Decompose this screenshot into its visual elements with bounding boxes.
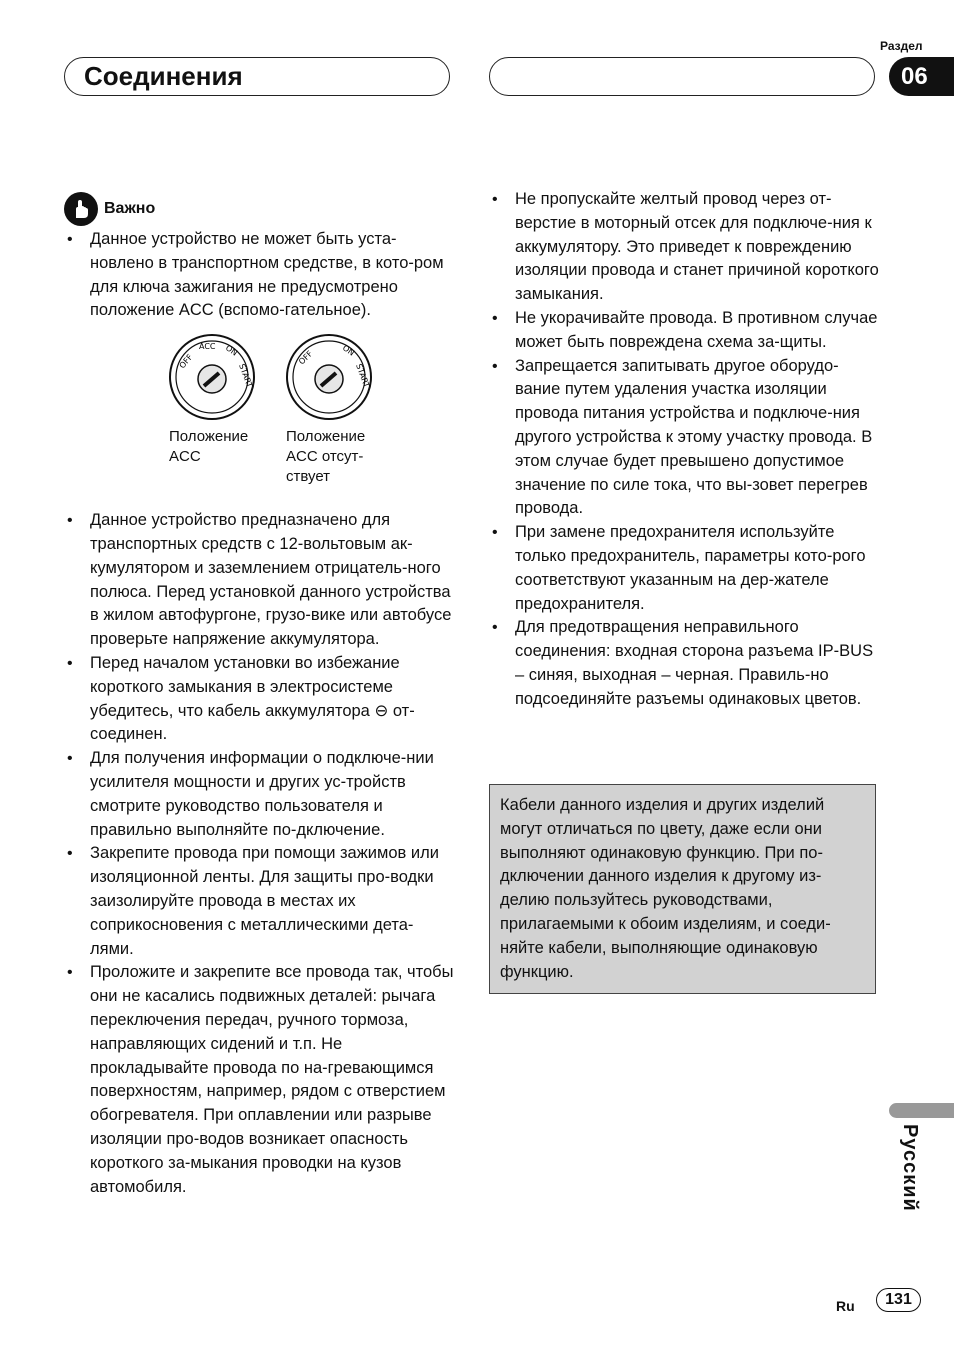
key-label-acc: ACC — [199, 342, 216, 352]
key-label-on: ON — [223, 343, 240, 358]
note-box: Кабели данного изделия и других изделий могут отличаться по цвету, даже если они выполняют одинаковую функцию. При по-дключении данного изделия к другому из-делию пользуйтесь руководствами, прилагаемыми к обоим изделиям, и соеди-няйте кабели, выполняющие одинаковую функцию. — [489, 784, 876, 994]
section-number-badge: 06 — [889, 57, 954, 96]
key-label-off: OFF — [297, 349, 315, 367]
ignition-acc-icon — [169, 333, 259, 421]
list-item: • Закрепите провода при помощи зажимов или изоляционной ленты. Для защиты про-водки заизолируйте провода в местах их соприкосновения с металлическими дета-лями. — [64, 842, 454, 961]
right-column — [489, 188, 879, 712]
list-item: • Данное устройство не может быть уста-новлено в транспортном средстве, в кото-ром для ключа зажигания не предусмотрено положение ACC (вспомо-гательное). — [64, 228, 454, 323]
figure-caption-no-acc: Положение ACC отсут-ствует — [286, 428, 366, 486]
important-list — [64, 228, 454, 323]
section-label: Раздел — [880, 39, 923, 53]
list-item: • Для предотвращения неправильного соединения: входная сторона разъема IP-BUS – синяя, выходная – черная. Правиль-но подсоединяйте разъемы одинаковых цветов. — [489, 616, 879, 711]
left-column — [64, 196, 454, 1199]
list-item: • Для получения информации о подключе-нии усилителя мощности и других ус-тройств смотрите руководство пользователя и правильно выполняйте по-дключение. — [64, 747, 454, 842]
list-item: • Не пропускайте желтый провод через от-верстие в моторный отсек для подключе-ния к аккумулятору. Это приведет к повреждению изоляции провода и станет причиной короткого замыкания. — [489, 188, 879, 307]
list-item: • Данное устройство предназначено для транспортных средств с 12-вольтовым ак-кумулятором и заземлением отрицатель-ного полюса. Перед установкой данного устройства в жилом автофургоне, грузо-вике или автобусе проверьте напряжение аккумулятора. — [64, 509, 454, 652]
list-item: • Перед началом установки во избежание короткого замыкания в электросистеме убедитесь, что кабель аккумулятора ⊖ от-соединен. — [64, 652, 454, 747]
key-label-off: OFF — [177, 352, 195, 371]
key-label-start: START — [237, 362, 255, 390]
figure-caption-acc: Положение ACC — [169, 428, 249, 466]
list-item: • При замене предохранителя используйте только предохранитель, параметры кото-рого соответствуют указанным на дер-жателе предохранителя. — [489, 521, 879, 616]
list-item: • Запрещается запитывать другое оборудо-вание путем удаления участка изоляции провода питания устройства и подключе-ния другого устройства к этому участку провода. В этом случае будет превышено допустимое значение по силе тока, что вы-зовет перегрев провода. — [489, 355, 879, 522]
ignition-key-figure — [64, 333, 454, 503]
ignition-no-acc-figure — [286, 333, 386, 487]
important-heading — [64, 196, 454, 222]
language-side-tab — [889, 1103, 954, 1118]
left-bullet-list — [64, 509, 454, 1199]
key-label-start: START — [354, 362, 372, 390]
ignition-no-acc-icon — [286, 333, 376, 421]
important-hand-icon — [64, 192, 98, 226]
language-label: Русский — [899, 1124, 921, 1212]
page-number: 131 — [876, 1288, 921, 1312]
list-item: • Проложите и закрепите все провода так, чтобы они не касались подвижных деталей: рычага переключения передач, ручного тормоза, направляющих сидений и т.п. Не прокладывайте провода по на-гревающимся поверхностям, например, рядом с отверстием обогревателя. При оплавлении или разрыве изоляции про-водов возникает опасность короткого за-мыкания проводки на кузов автомобиля. — [64, 961, 454, 1199]
page-title: Соединения — [84, 61, 243, 91]
key-label-on: ON — [340, 343, 357, 358]
header-blank-frame — [489, 57, 875, 96]
right-bullet-list — [489, 188, 879, 712]
list-item: • Не укорачивайте провода. В противном случае может быть повреждена схема за-щиты. — [489, 307, 879, 355]
footer-language-code: Ru — [836, 1298, 855, 1314]
ignition-acc-figure — [169, 333, 269, 467]
important-label: Важно — [104, 200, 156, 218]
